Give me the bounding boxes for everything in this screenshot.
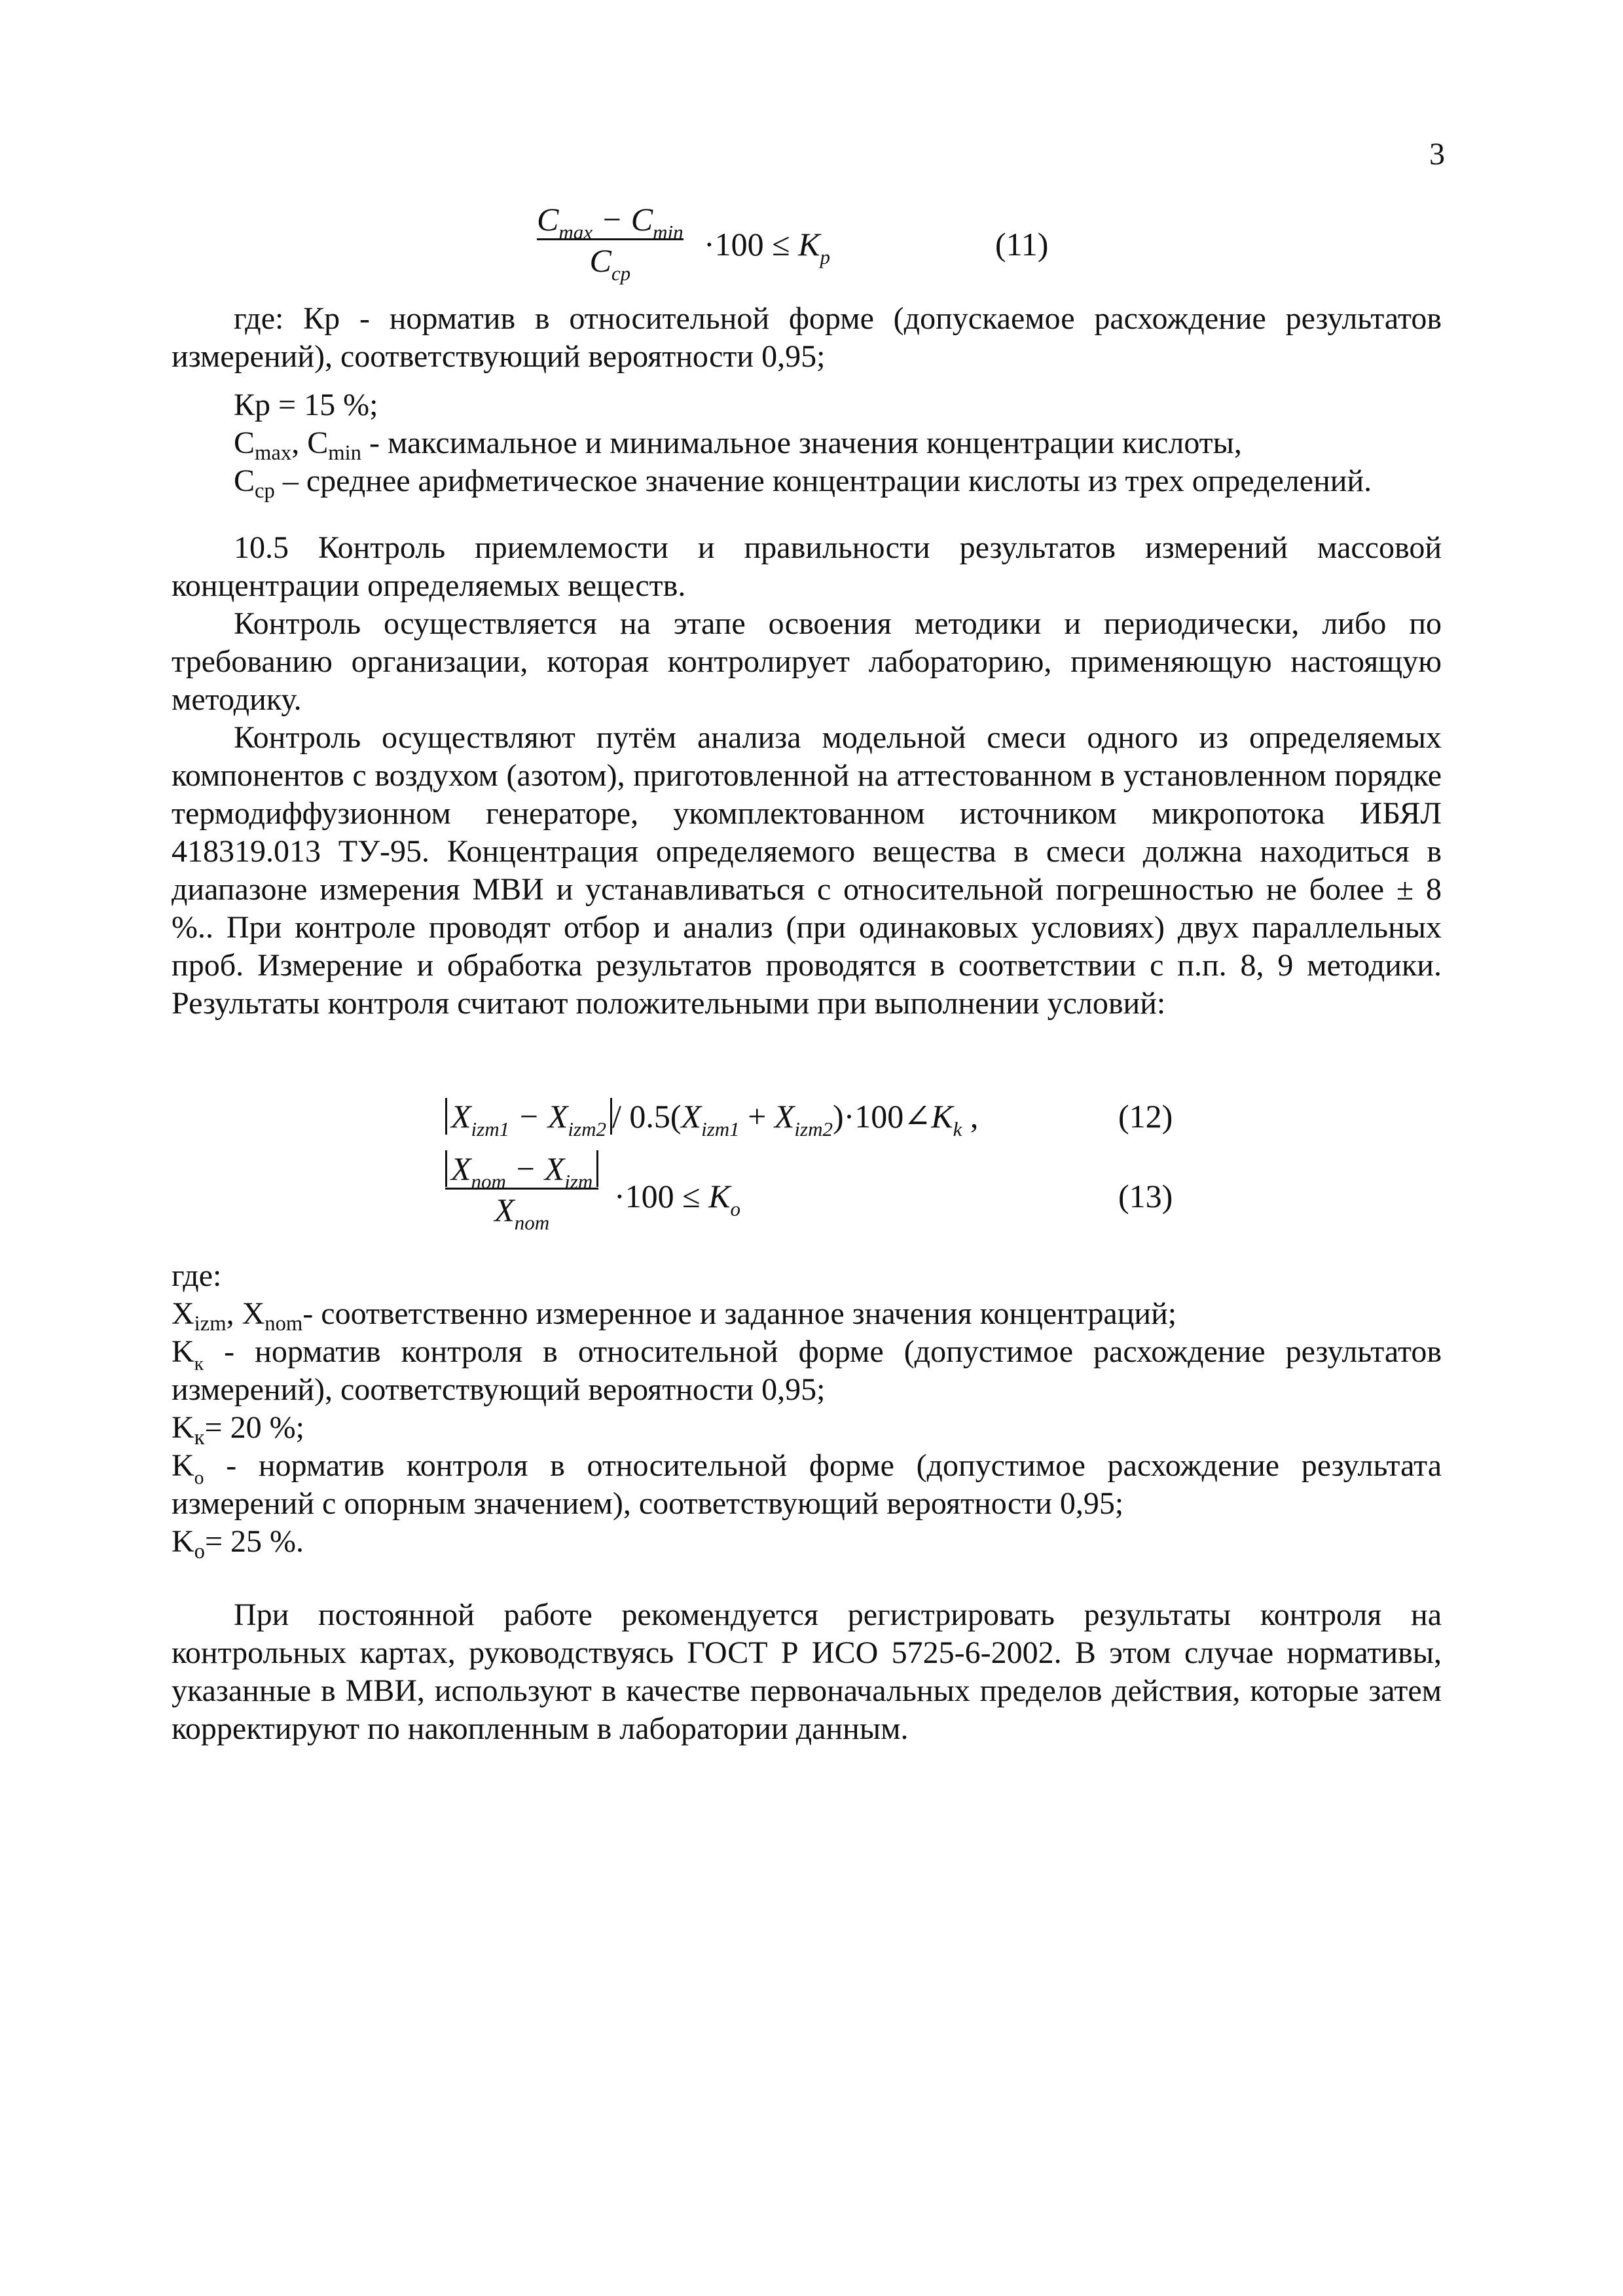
kp-value: Кр = 15 %; (234, 388, 378, 422)
equation-13: $X_{nom} - X_{izm}$ $X_{nom}$ $\cdot 100 \le K_o$ (13) (445, 1152, 1453, 1250)
definition-cmax-cmin: $C_{max}$, $C_{min}$ - максимальное и минимальное значения концентрации кислоты, (234, 426, 1242, 465)
definition-kk: $K_к$ - норматив контроля в относительной форме (допустимое расхождение результатов измерений), соответствующий вероятности 0,95; (172, 1334, 1442, 1407)
equation-11-fraction: $C_{max} - C_{min}$ $C_{cp}$ (537, 201, 684, 285)
page-number: 3 (1429, 137, 1445, 172)
final-paragraph: При постоянной работе рекомендуется регистрировать результаты контроля на контрольных картах, руководствуясь ГОСТ Р ИСО 5725-6-2002. В этом случае нормативы, указанные в МВИ, используют в качестве первоначальных пределов действия, которые затем корректируют по накопленным в лаборатории данным. (172, 1597, 1442, 1746)
equation-12: $X_{izm1} - X_{izm2} / 0.5(X_{izm1}$ + $X_{izm2})\cdot 100\angle K_k$ , (12) (445, 1095, 1453, 1147)
section-paragraph-2: Контроль осуществляется на этапе освоения методики и периодически, либо по требованию организации, которая контролирует лабораторию, применяющую настоящую методику. (172, 606, 1442, 717)
kk-value: $K_к= 20$ %; (172, 1410, 304, 1449)
ko-value: $K_o= 25$ %. (172, 1524, 304, 1563)
definition-ko: $K_o$ - норматив контроля в относительной форме (допустимое расхождение результата измерений с опорным значением), соответствующий вероятности 0,95; (172, 1448, 1442, 1521)
where-label: где: (172, 1258, 222, 1293)
equation-11-number: (11) (995, 226, 1049, 263)
equation-11: $C_{max} - C_{min}$ $C_{cp}$ $\cdot 100 \le K_p$ (11) (537, 201, 1049, 285)
definition-kp: где: Кр - норматив в относительной форме (допускаемое расхождение результатов измерений), соответствующий вероятности 0,95; (172, 301, 1442, 374)
section-paragraph-3: Контроль осуществляют путём анализа модельной смеси одного из определяемых компонентов с воздухом (азотом), приготовленной на аттестованном в установленном порядке термодиффузионном генераторе, укомплектованном источником микропотока ИБЯЛ 418319.013 ТУ-95. Концентрация определяемого вещества в смеси должна находиться в диапазоне измерения МВИ и устанавливаться с относительной погрешностью не более ± 8 %.. При контроле проводят отбор и анализ (при одинаковых условиях) двух параллельных проб. Измерение и обработка результатов проводятся в соответствии с п.п. 8, 9 методики. Результаты контроля считают положительными при выполнении условий: (172, 720, 1442, 1021)
equation-13-number: (13) (1118, 1178, 1173, 1214)
definition-xizm-xnom: $X_{izm}$, $X_{nom}-$ соответственно измеренное и заданное значения концентраций; (172, 1296, 1177, 1336)
equation-12-number: (12) (1118, 1098, 1173, 1135)
equation-13-fraction: $X_{nom} - X_{izm}$ $X_{nom}$ (445, 1152, 598, 1226)
section-10-5-title: 10.5 Контроль приемлемости и правильности результатов измерений массовой концентрации определяемых веществ. (172, 530, 1442, 603)
definition-ccp: $C_{cp}$ – среднее арифметическое значение концентрации кислоты из трех определений. (234, 464, 1372, 503)
